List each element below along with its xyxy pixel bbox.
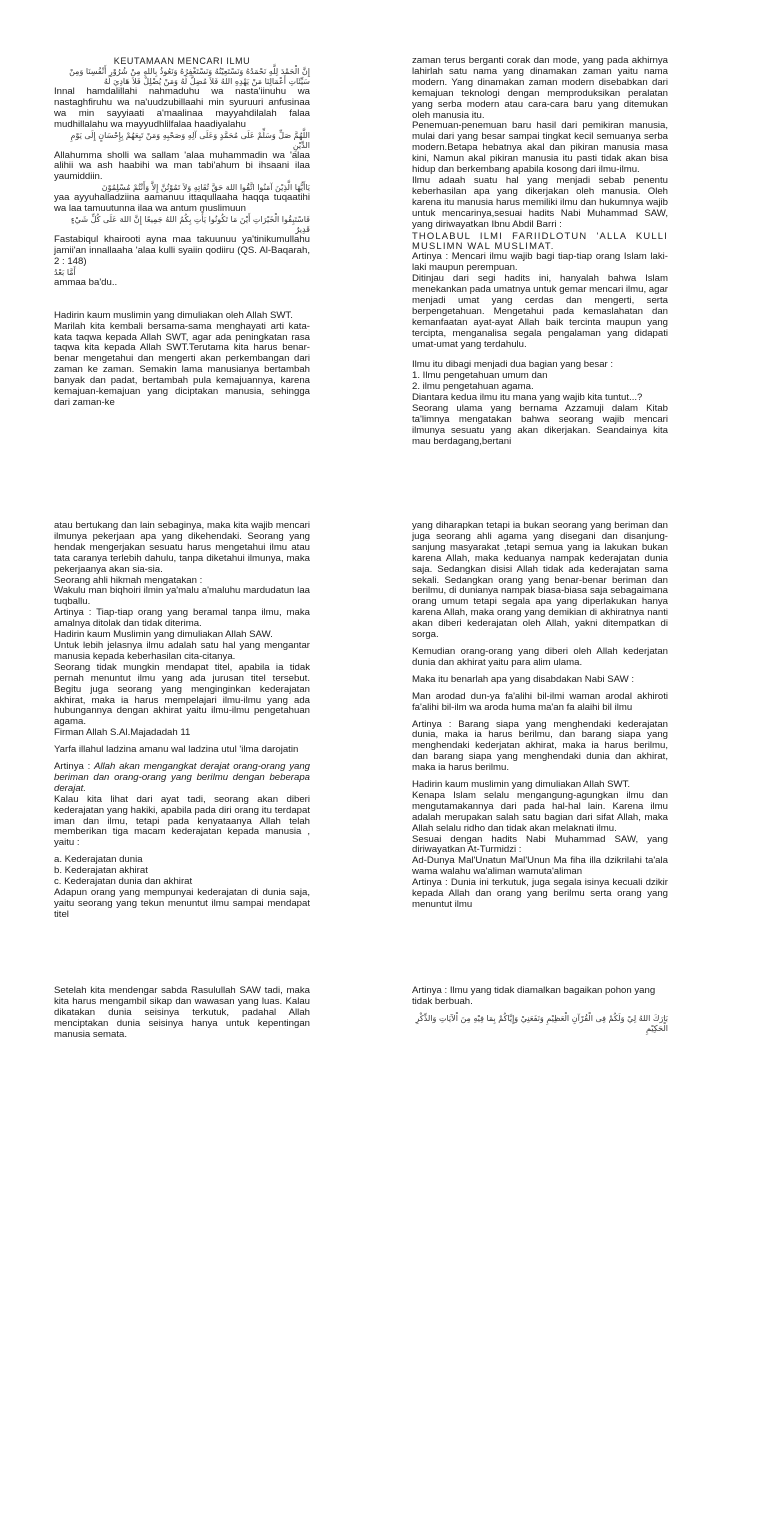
paragraph: Ilmu itu dibagi menjadi dua bagian yang besar :: [412, 359, 614, 371]
paragraph: Innal hamdalillahi nahmaduhu wa nasta'iinuhu wa nastaghfiruhu wa na'uudzubillaahi min syuruuri anfusinaa wa min sayyiaati a'maalinaa mayyahdilalah falaa mudhillalahu wa mayyudhlilfalaa haadiyalahu: [54, 85, 310, 130]
page3-right-column: [412, 986, 668, 1034]
paragraph: Artinya : Dunia ini terkutuk, juga segala isinya kecuali dzikir kepada Allah dan orang yang berilmu serta orang yang menuntut ilmu: [412, 877, 668, 910]
translation-text: Allah akan mengangkat derajat orang-orang yang beriman dan orang-orang yang berilmu dengan beberapa derajat.: [54, 761, 310, 794]
paragraph: Fastabiqul khairooti ayna maa takuunuu ya'tinikumullahu jamii'an innallaaha 'alaa kulli syaiin qodiiru (QS. Al-Baqarah, 2 : 148): [54, 234, 310, 267]
paragraph: Ad-Dunya Mal'Unatun Mal'Unun Ma fiha illa dzikrilahi ta'ala wama walahu wa'aliman wamuta'aliman: [412, 855, 668, 878]
paragraph: Artinya : Ilmu yang tidak diamalkan bagaikan pohon yang tidak berbuah.: [412, 985, 656, 1007]
paragraph: Seorang tidak mungkin mendapat titel, apabila ia tidak pernah menuntut ilmu yang ada jurusan titel tersebut. Begitu juga seorang yang menginginkan kederajatan akhirat, maka ia harus mempelajari ilmu-ilmu yang ada hubungannya dengan akhirat yaitu ilmu-ilmu pengetahuan agama.: [54, 661, 310, 728]
paragraph: Yarfa illahul ladzina amanu wal ladzina utul 'ilma darojatin: [54, 744, 299, 756]
paragraph: yang diharapkan tetapi ia bukan seorang yang beriman dan juga seorang ahli agama yang disegani dan disanjung-sanjung masyarakat ,tetapi semua yang ia lakukan bukan karena Allah, maka keduanya nampak kederajatan dunia saja. Sedangkan disisi Allah tidak ada kederajatan sama sekali. Sedangkan orang yang benar-benar beriman dan berilmu, di dunianya nampak biasa-biasa saja sebagaimana orang umum tetapi segala apa yang diperlakukan hanya karena Allah, maka orang yang demikian di akhiratnya nanti akan diberi kederajatan oleh Allah, yakni ditempatkan di sorga.: [412, 520, 668, 641]
list-item: a. Kederajatan dunia: [54, 854, 143, 866]
paragraph: Kemudian orang-orang yang diberi oleh Allah kederjatan dunia dan akhirat yaitu para alim ulama.: [412, 645, 668, 668]
arabic-salawat-text: اللَّهُمَّ صَلِّ وَسَلِّمْ عَلَى مُحَمَّدٍ وَعَلَى آلِهِ وَصَحْبِهِ وَمَنْ تَبِعَهُمْ بِإِحْسَانٍ إِلَى يَوْمِ الدِّيْنِ: [70, 130, 310, 150]
paragraph: Wakulu man biqhoiri ilmin ya'malu a'maluhu mardudatun laa tuqballu.: [54, 585, 310, 608]
artinya-label: Artinya :: [54, 761, 94, 773]
page1-left-column: [54, 56, 310, 409]
arabic-verse-text: يَاأَيُّهَا الَّذِيْنَ آمَنُوا اتَّقُوا اللهَ حَقَّ تُقَاتِهِ وَلاَ تَمُوْتُنَّ إِلاَّ وَأَنْتُمْ مُسْلِمُوْنَ: [101, 183, 310, 193]
paragraph: Hadirin kaum muslimin yang dimuliakan oleh Allah SWT.: [54, 309, 293, 321]
paragraph: Allahumma sholli wa sallam 'alaa muhammadin wa 'alaa alihii wa ash haabihi wa man tabi'ahum bi ihsaani ilaa yaumiddiin.: [54, 149, 310, 183]
document-page-3: [0, 1024, 768, 1536]
paragraph: Kalau kita lihat dari ayat tadi, seorang akan diberi kederajatan yang hakiki, apabila pada diri orang itu terdapat iman dan ilmu, tetapi pada kenyataanya Allah telah memberikan tiga macam kederajatan kepada manusia , yaitu :: [54, 793, 310, 849]
paragraph: Seorang ulama yang bernama Azzamuji dalam Kitab ta'limnya mengatakan bahwa seorang wajib mencari ilmunya sesuatu yang akan dikerjakan. Seandainya kita mau berdagang,bertani: [412, 403, 668, 447]
paragraph: Ilmu adaah suatu hal yang menjadi sebab penentu keberhasilan apa yang dikerjakan oleh manusia. Oleh karena itu manusia harus memiliki ilmu dan hukumnya wajib untuk mencarinya,sesuai hadits Nabi Muhammad SAW, yang diriwayatkan Ibnu Abdil Barri :: [412, 174, 668, 230]
paragraph: Maka itu benarlah apa yang disabdakan Nabi SAW :: [412, 673, 635, 685]
list-item: c. Kederajatan dunia dan akhirat: [54, 876, 193, 888]
document-page-1: [0, 0, 768, 512]
arabic-amma-badu-text: أَمَّا بَعْدُ: [54, 267, 76, 277]
paragraph: atau bertukang dan lain sebaginya, maka kita wajib mencari ilmunya pekerjaan apa yang dikehendaki. Seorang yang hendak mengerjakan sesuatu harus mengetahui ilmu atau tata caranya terlebih dahulu, tanpa diketahui ilmunya, maka pekerjaanya akan sia-sia.: [54, 520, 310, 575]
document-title: KEUTAMAAN MENCARI ILMU: [113, 56, 251, 66]
page1-right-column: [412, 56, 668, 448]
paragraph: Artinya : Tiap-tiap orang yang beramal tanpa ilmu, maka amalnya ditolak dan tidak diterima.: [54, 607, 310, 630]
page2-left-column: [54, 521, 310, 921]
paragraph: Diantara kedua ilmu itu mana yang wajib kita tuntut...?: [412, 392, 643, 404]
paragraph: Ditinjau dari segi hadits ini, hanyalah bahwa Islam menekankan pada umatnya untuk gemar mencari ilmu, agar menjadi umat yang cerdas dan mengerti, serta berpengetahuan. Mengetahui pada kemaslahatan dan kemanfaatan ayat-ayat Allah baik tercinta maupun yang tercipta, menganalisa segala pengalaman yang didapati umat-umat yang terdahulu.: [412, 273, 668, 350]
paragraph: Artinya : Mencari ilmu wajib bagi tiap-tiap orang Islam laki-laki maupun perempuan.: [412, 251, 668, 274]
paragraph: [54, 762, 310, 795]
document-page-2: [0, 512, 768, 1024]
paragraph: Man arodad dun-ya fa'alihi bil-ilmi waman arodal akhiroti fa'alihi bil-ilm wa aroda huma ma'an fa alaihi bil ilmu: [412, 690, 668, 713]
knowledge-list: [412, 371, 668, 393]
hadith-text: THOLABUL ILMI FARIIDLOTUN 'ALLA KULLI MUSLIMN WAL MUSLIMAT.: [412, 229, 668, 252]
paragraph: Seorang ahli hikmah mengatakan :: [54, 574, 203, 586]
paragraph: Setelah kita mendengar sabda Rasulullah SAW tadi, maka kita harus mengambil sikap dan wawasan yang luas. Kalau dikatakan dunia seisinya terkutuk, padahal Allah menciptakan dunia seisinya hanya untuk kepentingan manusia semata.: [54, 985, 310, 1040]
paragraph: Kenapa Islam selalu mengangung-agungkan ilmu dan mengutamakannya dari pada hal-hal lain. Karena ilmu adalah merupakan salah satu bagian dari sifat Allah, maka Allah selalu ridho dan tidak akan melaknati ilmu.: [412, 789, 668, 834]
paragraph: Hadirin kaum Muslimin yang dimuliakan Allah SAW.: [54, 629, 273, 641]
arabic-closing-text: بَارَكَ اللهُ لِيْ وَلَكُمْ فِى الْقُرْآنِ الْعَظِيْمِ وَنَفَعَنِيْ وَإِيَّاكُمْ بِمَا فِيْهِ مِنَ اْلآيَاتِ وَالذِّكْرِ الْحَكِيْمِ: [415, 1013, 668, 1033]
kederajatan-list: [54, 855, 310, 888]
paragraph: Artinya : Barang siapa yang menghendaki kederajatan dunia, maka ia harus berilmu, dan barang siapa yang menghendaki kederjatan akhirat, maka ia harus berilmu, dan barang siapa yang menghendaki dunia dan akhirat, maka ia harus berilmu.: [412, 718, 668, 774]
list-item: b. Kederajatan akhirat: [54, 865, 148, 877]
paragraph: zaman terus berganti corak dan mode, yang pada akhirnya lahirlah satu nama yang dinamakan zaman yaitu nama modern. Yang dinamakan zaman modern disebabkan dari kemajuan teknologi dengan memproduksikan peralatan yang serba modern atau cara-cara baru yang ditemukan oleh manusia itu.: [412, 55, 668, 121]
list-item: 1. Ilmu pengetahuan umum dan: [412, 370, 548, 382]
paragraph: Hadirin kaum muslimin yang dimuliakan Allah SWT.: [412, 779, 631, 791]
page3-left-column: [54, 986, 310, 1041]
arabic-verse-text: فَاسْتَبِقُوا الْخَيْرَاتِ أَيْنَ مَا تَكُونُوا يَأْتِ بِكُمُ اللهُ جَمِيعًا إِنَّ اللهَ عَلَى كُلِّ شَيْءٍ قَدِيرٌ: [70, 215, 310, 235]
paragraph: yaa ayyuhalladziina aamanuu ittaqullaaha haqqa tuqaatihi wa laa tamuutunna ilaa wa antum muslimuun: [54, 192, 310, 215]
page2-right-column: [412, 521, 668, 911]
paragraph: Firman Allah S.Al.Majadadah 11: [54, 727, 191, 739]
paragraph: Adapun orang yang mempunyai kederajatan di dunia saja, yaitu seorang yang tekun menuntut ilmu sampai mendapat titel: [54, 887, 310, 920]
list-item: 2. ilmu pengetahuan agama.: [412, 381, 534, 393]
paragraph: Untuk lebih jelasnya ilmu adalah satu hal yang mengantar manusia kepada keberhasilan cita-citanya.: [54, 639, 310, 662]
paragraph: Sesuai dengan hadits Nabi Muhammad SAW, yang diriwayatkan At-Turmidzi :: [412, 833, 668, 856]
paragraph: Marilah kita kembali bersama-sama menghayati arti kata-kata taqwa kepada Allah SWT, agar ada peningkatan rasa taqwa kita kepada Allah SWT.Terutama kita harus benar-benar mengetahui dan mengerti akan perkembangan dari zaman ke zaman. Semakin lama manusianya bertambah banyak dan padat, bertambah pula kemajuannya, karena kemajuan-kemajuan yang diciptakan manusia, sehingga dari zaman-ke: [54, 320, 310, 408]
paragraph: ammaa ba'du..: [54, 276, 118, 288]
arabic-opening-text: إِنَّ الْحَمْدَ لِلَّهِ نَحْمَدُهُ وَنَسْتَعِيْنُهُ وَنَسْتَغْفِرُهُ وَنَعُوذُ بِاللهِ مِنْ شُرُوْرِ أَنْفُسِنَا وَمِنْ سَيِّئَاتِ أَعْمَالِنَا مَنْ يَهْدِهِ اللهُ فَلاَ مُضِلَّ لَهُ وَمَنْ يُضْلِلْ فَلاَ هَادِيَ لَهُ: [69, 66, 310, 86]
paragraph: Penemuan-penemuan baru hasil dari pemikiran manusia, mulai dari yang besar sampai tingkat kecil semuanya serba modern.Betapa hebatnya akal dan pikiran manusia masa kini, Namun akal pikiran manusia itu pasti tidak akan bisa hidup dan berkembang apabila kosong dari ilmu-ilmu.: [412, 120, 668, 176]
